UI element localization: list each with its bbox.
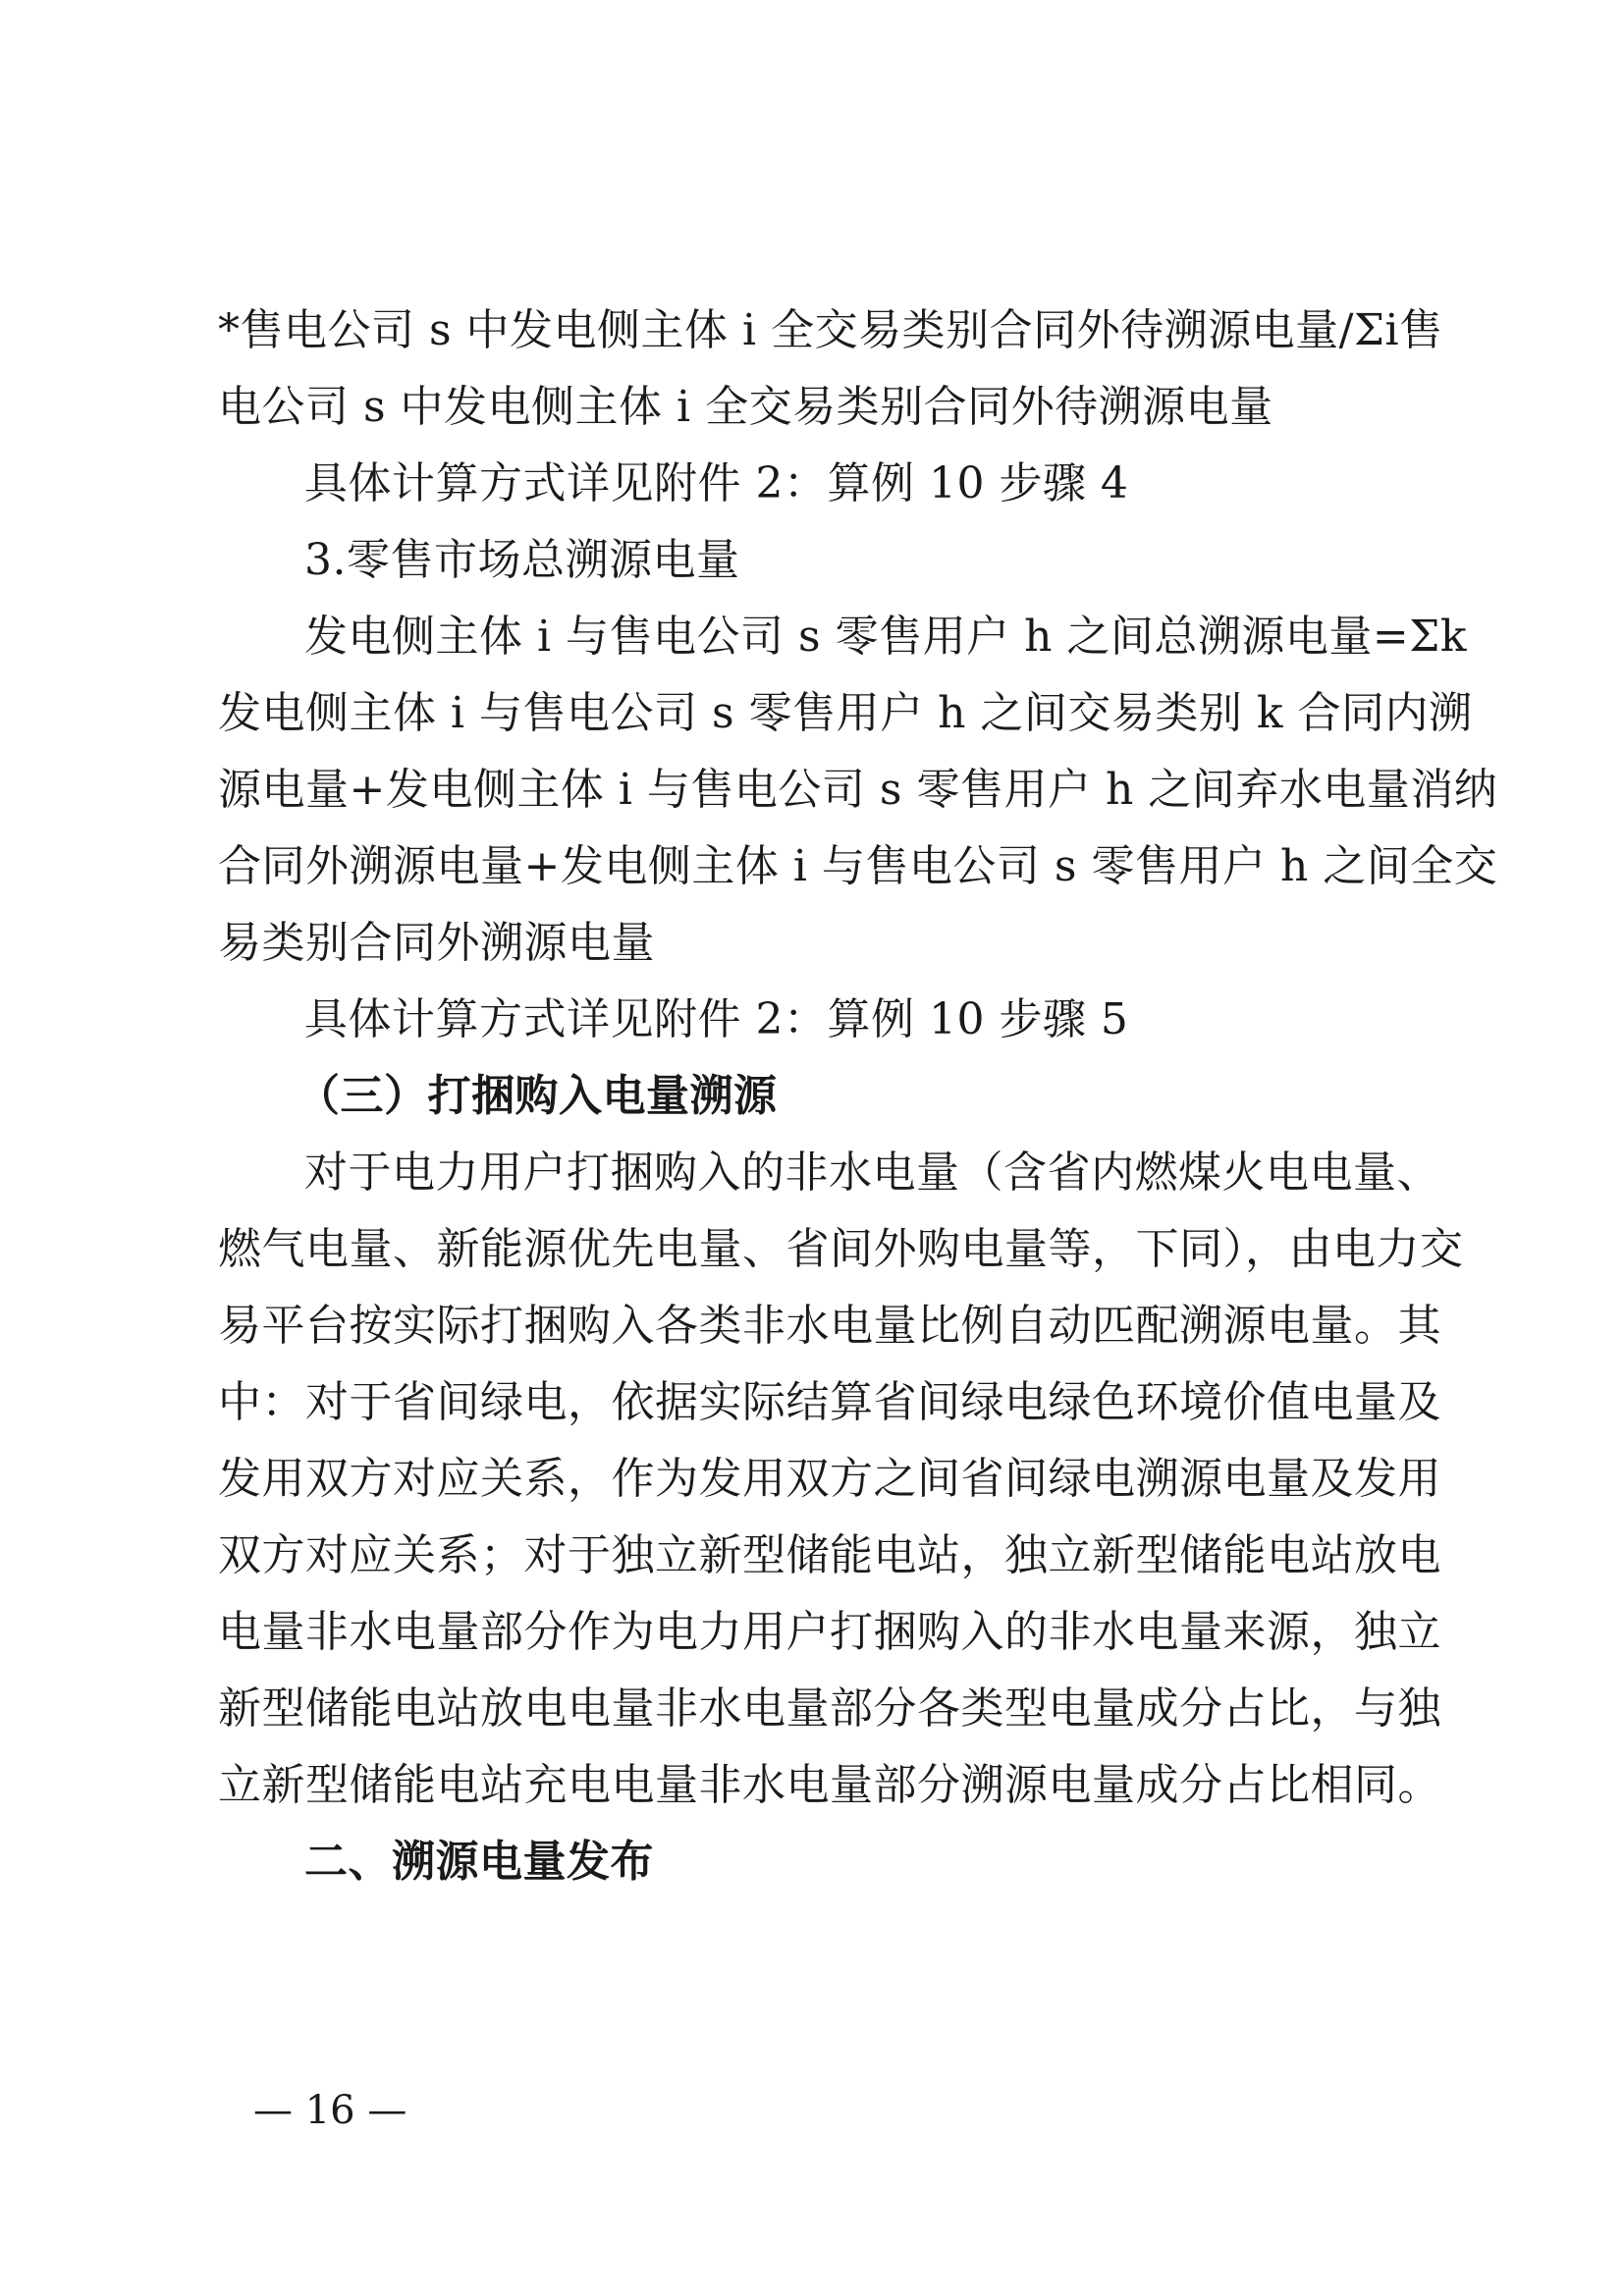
paragraph-line-3: 易平台按实际打捆购入各类非水电量比例自动匹配溯源电量。其 [218,1301,1441,1351]
page-number: — 16 — [253,2088,407,2133]
paragraph-line-2: 燃气电量、新能源优先电量、省间外购电量等，下同），由电力交 [218,1224,1464,1274]
calculation-reference-step4: 具体计算方式详见附件 2：算例 10 步骤 4 [304,458,1129,508]
retail-formula-line-1: 发电侧主体 i 与售电公司 s 零售用户 h 之间总溯源电量=Σk [304,612,1468,662]
retail-formula-line-3: 源电量+发电侧主体 i 与售电公司 s 零售用户 h 之间弃水电量消纳 [218,765,1498,815]
paragraph-line-5: 发用双方对应关系，作为发用双方之间省间绿电溯源电量及发用 [218,1454,1441,1504]
paragraph-line-4: 中：对于省间绿电，依据实际结算省间绿电绿色环境价值电量及 [218,1377,1441,1427]
chapter-heading-publication: 二、溯源电量发布 [304,1837,654,1887]
paragraph-line-1: 对于电力用户打捆购入的非水电量（含省内燃煤火电电量、 [304,1148,1440,1198]
subsection-heading-retail-total: 3.零售市场总溯源电量 [304,535,740,585]
retail-formula-line-5: 易类别合同外溯源电量 [218,918,655,968]
paragraph-line-8: 新型储能电站放电电量非水电量部分各类型电量成分占比，与独 [218,1683,1441,1734]
body-text [218,293,1498,1900]
paragraph-line-6: 双方对应关系；对于独立新型储能电站，独立新型储能电站放电 [218,1530,1441,1580]
calculation-reference-step5: 具体计算方式详见附件 2：算例 10 步骤 5 [304,994,1129,1044]
paragraph-line-7: 电量非水电量部分作为电力用户打捆购入的非水电量来源，独立 [218,1607,1441,1657]
section-heading-bundled-purchase: （三）打捆购入电量溯源 [297,1071,778,1121]
formula-continuation-line-2: 电公司 s 中发电侧主体 i 全交易类别合同外待溯源电量 [218,382,1273,432]
formula-continuation-line-1: *售电公司 s 中发电侧主体 i 全交易类别合同外待溯源电量/Σi售 [218,305,1443,355]
paragraph-line-9: 立新型储能电站充电电量非水电量部分溯源电量成分占比相同。 [218,1760,1441,1810]
retail-formula-line-2: 发电侧主体 i 与售电公司 s 零售用户 h 之间交易类别 k 合同内溯 [218,688,1473,738]
retail-formula-line-4: 合同外溯源电量+发电侧主体 i 与售电公司 s 零售用户 h 之间全交 [218,841,1498,891]
